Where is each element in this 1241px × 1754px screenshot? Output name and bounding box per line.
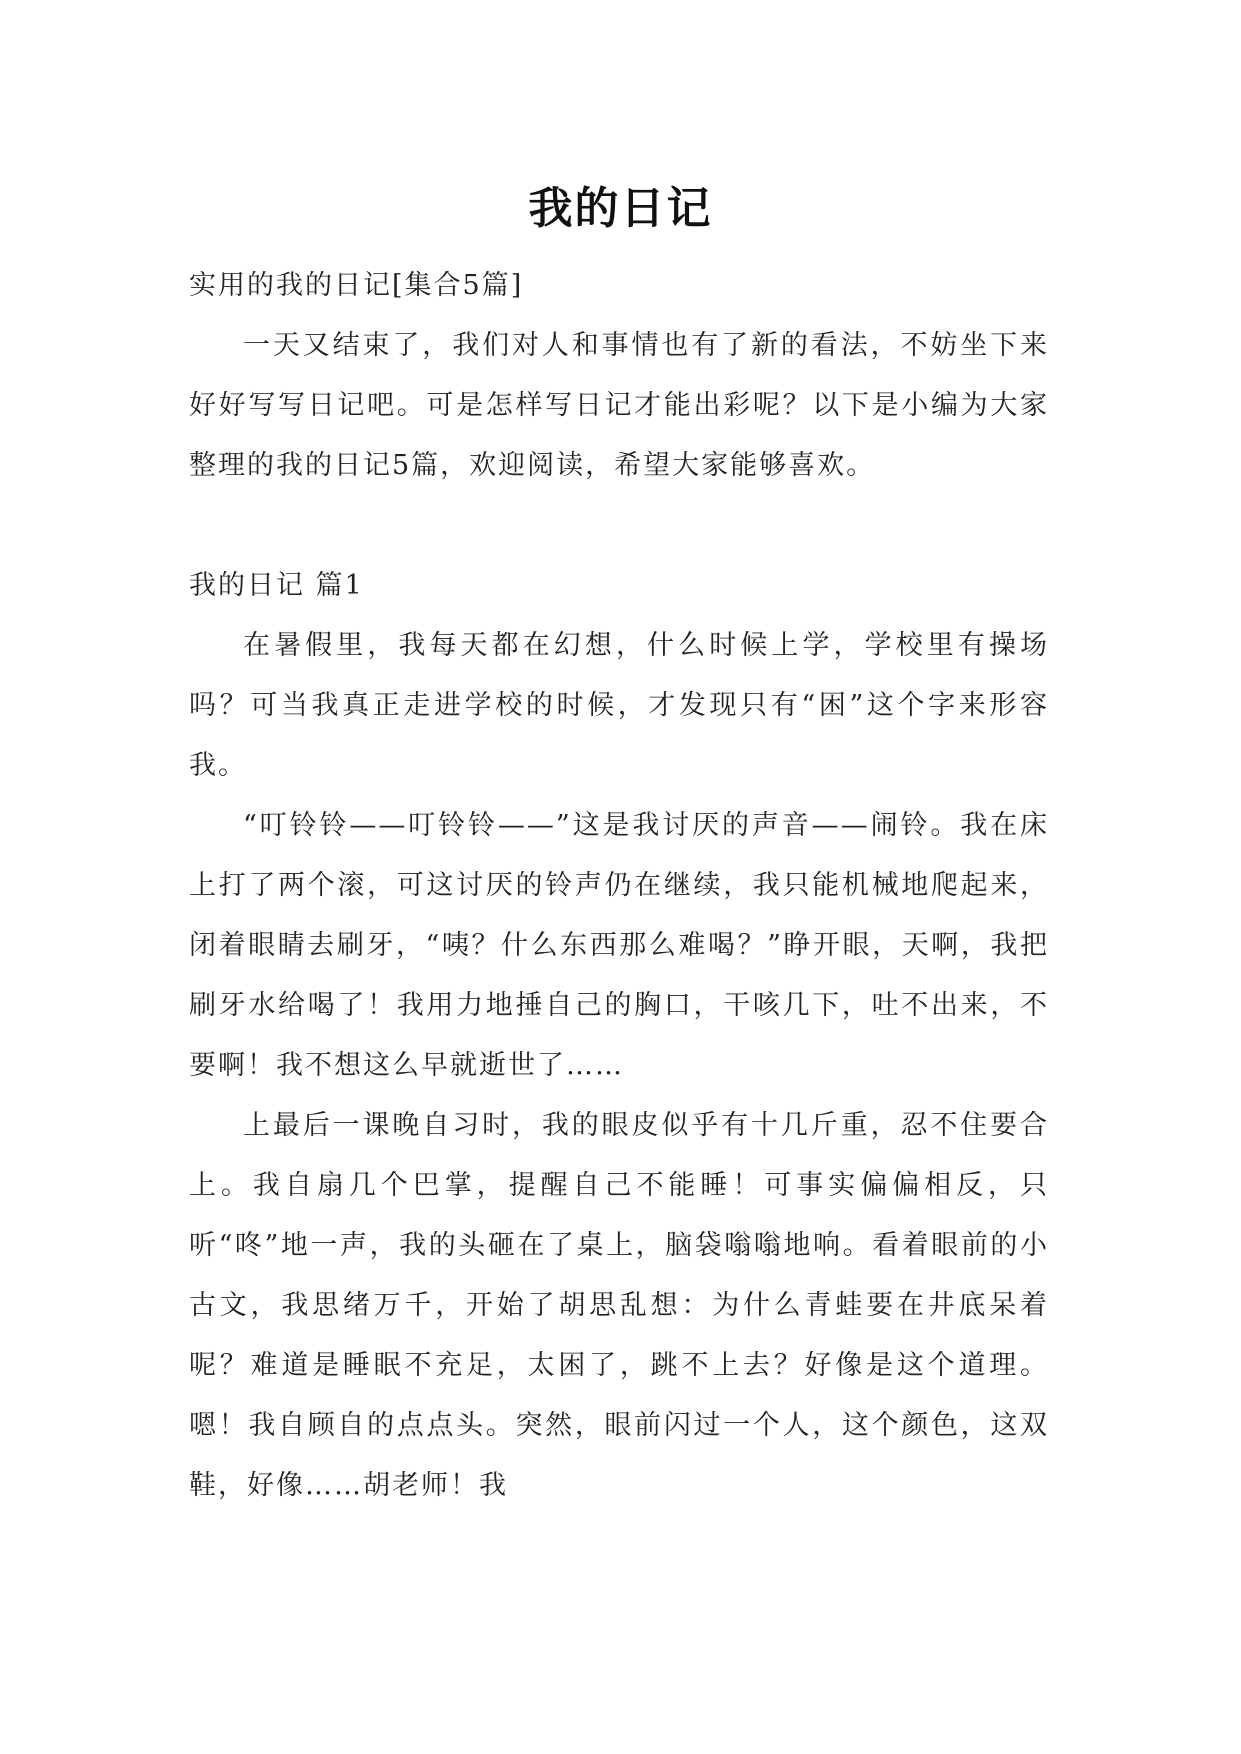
- document-title: 我的日记: [528, 183, 713, 235]
- body-paragraph: “叮铃铃——叮铃铃——”这是我讨厌的声音——闹铃。我在床上打了两个滚，可这讨厌的铃声仍在继续，我只能机械地爬起来，闭着眼睛去刷牙，“咦？什么东西那么难喝？”睁开眼，天啊，我把刷牙水给喝了！我用力地捶自己的胸口，干咳几下，吐不出来，不要啊！我不想这么早就逝世了……: [189, 810, 1049, 1081]
- intro-paragraph: 一天又结束了，我们对人和事情也有了新的看法，不妨坐下来好好写写日记吧。可是怎样写日记才能出彩呢？以下是小编为大家整理的我的日记5篇，欢迎阅读，希望大家能够喜欢。: [189, 330, 1049, 481]
- section-spacer: [189, 496, 1049, 556]
- document-subtitle: 实用的我的日记[集合5篇]: [189, 270, 524, 301]
- section-heading: 我的日记 篇1: [189, 570, 364, 601]
- body-paragraph: 在暑假里，我每天都在幻想，什么时候上学，学校里有操场吗？可当我真正走进学校的时候，才发现只有“困”这个字来形容我。: [189, 630, 1049, 781]
- body-paragraph: 上最后一课晚自习时，我的眼皮似乎有十几斤重，忍不住要合上。我自扇几个巴掌，提醒自己不能睡！可事实偏偏相反，只听“咚”地一声，我的头砸在了桌上，脑袋嗡嗡地响。看着眼前的小古文，我思绪万千，开始了胡思乱想：为什么青蛙要在井底呆着呢？难道是睡眠不充足，太困了，跳不上去？好像是这个道理。嗯！我自顾自的点点头。突然，眼前闪过一个人，这个颜色，这双鞋，好像……胡老师！我: [189, 1110, 1049, 1501]
- document-body: [189, 256, 1049, 1516]
